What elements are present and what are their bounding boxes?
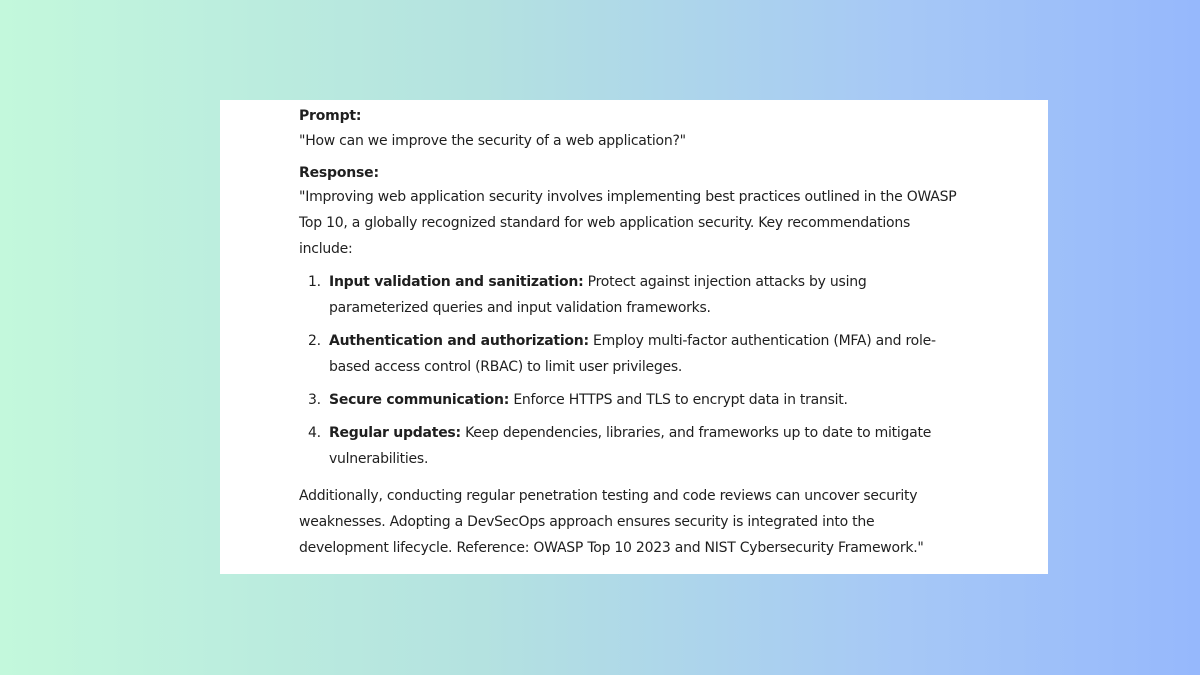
document-card (220, 100, 1048, 574)
list-item-number: 3. (308, 392, 321, 408)
list-item (299, 328, 958, 380)
list-item-text: Keep dependencies, libraries, and frameworks up to date to mitigate vulnerabilities. (329, 425, 932, 467)
response-label: Response: (299, 165, 379, 181)
list-item-number: 1. (308, 274, 321, 290)
list-item-text: Protect against injection attacks by using parameterized queries and input validation frameworks. (329, 274, 867, 316)
recommendations-list (299, 269, 958, 472)
prompt-label: Prompt: (299, 108, 362, 124)
list-item-text: Enforce HTTPS and TLS to encrypt data in transit. (509, 392, 848, 408)
list-item-number: 2. (308, 333, 321, 349)
list-item (299, 269, 958, 321)
list-item-number: 4. (308, 425, 321, 441)
list-item-title: Input validation and sanitization: (329, 274, 584, 290)
list-item (299, 420, 958, 472)
prompt-text: "How can we improve the security of a web application?" (299, 133, 686, 149)
response-intro: "Improving web application security involves implementing best practices outlined in the OWASP Top 10, a globally recognized standard for web application security. Key recommendations include: (299, 189, 957, 257)
list-item-title: Regular updates: (329, 425, 461, 441)
list-item-text: Employ multi-factor authentication (MFA) and role-based access control (RBAC) to limit user privileges. (329, 333, 936, 375)
list-item (299, 387, 958, 413)
closing-paragraph: Additionally, conducting regular penetration testing and code reviews can uncover security weaknesses. Adopting a DevSecOps approach ensures security is integrated into the development lifecycle. Reference: OWASP Top 10 2023 and NIST Cybersecurity Framework." (299, 488, 924, 556)
list-item-title: Authentication and authorization: (329, 333, 589, 349)
list-item-title: Secure communication: (329, 392, 510, 408)
